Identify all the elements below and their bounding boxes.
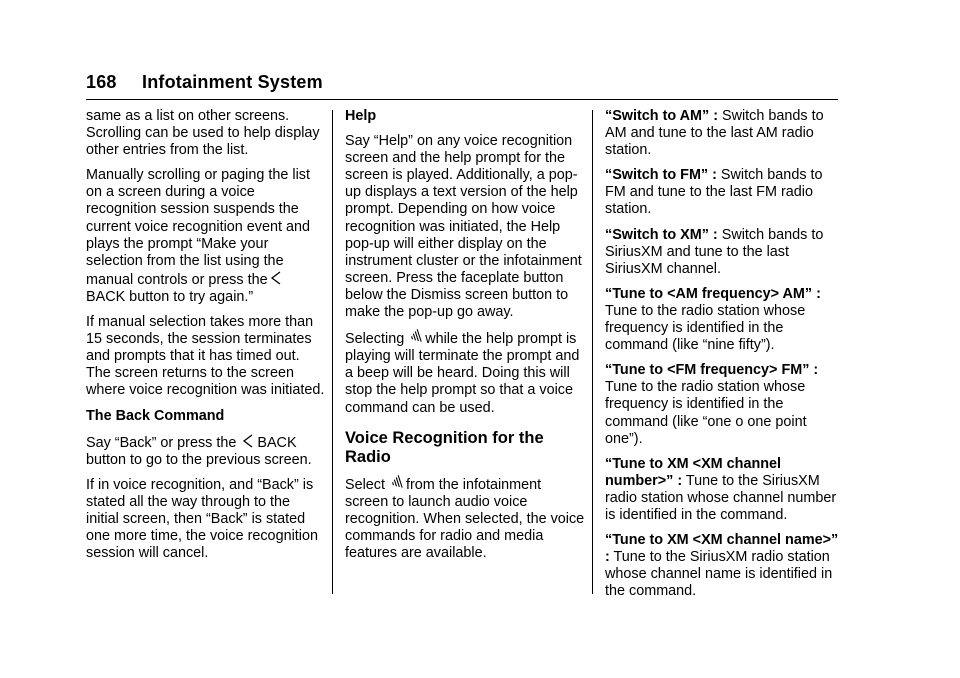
command-description: Tune to the radio station whose frequency is identified in the command (like “nine fifty”). (605, 302, 806, 354)
command-term: “Switch to AM” : (605, 108, 718, 124)
command-term: “Tune to XM <XM channel name>” : (605, 532, 839, 566)
paragraph-text: Selecting (345, 331, 405, 348)
back-icon (269, 270, 283, 286)
voice-icon (390, 475, 404, 491)
command-term: “Tune to <FM frequency> FM” : (605, 362, 819, 379)
paragraph: Say “Help” on any voice recognition screen and the help prompt for the screen is played. Additionally, a pop-up displays a text version of the help prompt. Depending on how voice recognition was initiated, the Help pop-up will either display on the instrument cluster or the infotainment screen. Press the faceplate button below the Dismiss screen button to make the pop-up go away. (345, 133, 582, 321)
command-term: “Switch to FM” : (605, 167, 717, 184)
page-title: Infotainment System (142, 72, 323, 92)
column-left (86, 108, 326, 570)
command-description: Switch bands to SiriusXM and tune to the last SiriusXM channel. (605, 226, 824, 277)
voice-icon (409, 329, 423, 345)
paragraph: If in voice recognition, and “Back” is stated all the way through to the initial screen, then “Back” is stated one more time, the voice recognition session will cancel. (86, 476, 318, 562)
paragraph-text: Select (345, 476, 385, 493)
command-description: Switch bands to FM and tune to the last FM radio station. (605, 167, 823, 218)
command-item (605, 532, 845, 600)
command-item (605, 362, 845, 447)
command-description: Switch bands to AM and tune to the last AM radio station. (605, 108, 824, 159)
column-middle (345, 108, 585, 570)
paragraph (345, 329, 585, 416)
command-item (605, 286, 845, 354)
command-term: “Tune to XM <XM channel number>” : (605, 455, 782, 489)
paragraph: same as a list on other screens. Scrolling can be used to help display other entries from the list. (86, 108, 320, 159)
column-divider (592, 110, 593, 594)
header-rule (86, 99, 838, 100)
command-item (605, 108, 845, 159)
paragraph-text: while the help prompt is playing will terminate the prompt and a beep will be heard. Doing this will stop the help prompt so that a voice command can be used. (345, 331, 580, 416)
paragraph (345, 475, 585, 562)
paragraph-text: Say “Back” or press the (86, 434, 237, 451)
column-divider (332, 110, 333, 594)
command-item (605, 167, 845, 218)
paragraph-text: from the infotainment screen to launch audio voice recognition. When selected, the voice commands for radio and media features are available. (345, 476, 585, 561)
column-right (605, 108, 845, 608)
command-term: “Tune to <AM frequency> AM” : (605, 285, 821, 302)
section-heading: Voice Recognition for the Radio (345, 428, 544, 466)
sub-heading: Help (345, 108, 377, 124)
command-item (605, 227, 845, 278)
command-description: Tune to the SiriusXM radio station whose channel number is identified in the command. (605, 472, 837, 523)
paragraph (86, 433, 326, 469)
back-icon (241, 433, 255, 449)
page-header (86, 72, 838, 98)
sub-heading: The Back Command (86, 407, 225, 424)
command-term: “Switch to XM” : (605, 226, 718, 243)
command-description: Tune to the radio station whose frequency is identified in the command (like “one o one point one”). (605, 379, 807, 447)
command-description: Tune to the SiriusXM radio station whose channel name is identified in the command. (605, 549, 833, 600)
paragraph-text: Manually scrolling or paging the list on a screen during a voice recognition session suspends the current voice recognition event and plays the prompt “Make your selection from the list using the manual controls or press the (86, 167, 310, 288)
paragraph (86, 167, 326, 306)
paragraph-text: BACK button to go to the previous screen. (86, 434, 312, 468)
command-item (605, 456, 845, 524)
paragraph: If manual selection takes more than 15 seconds, the session terminates and prompts that it has timed out. The screen returns to the screen where voice recognition was initiated. (86, 314, 325, 399)
paragraph-text: BACK button to try again.” (86, 288, 254, 305)
page-number: 168 (86, 72, 117, 92)
